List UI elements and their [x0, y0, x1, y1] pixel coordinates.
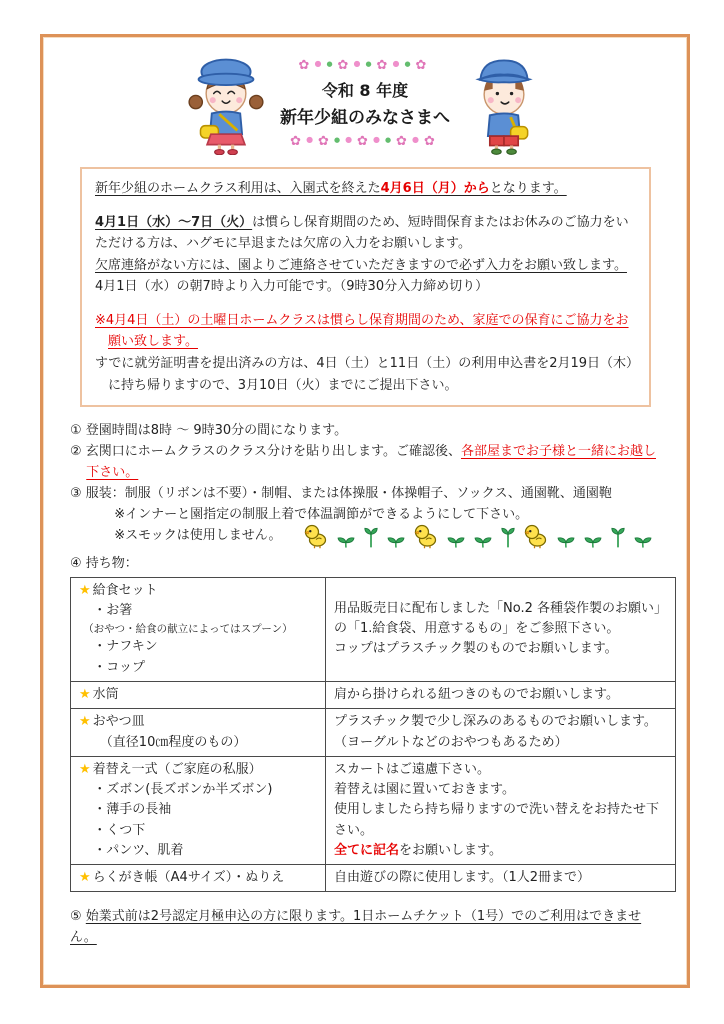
note-2-class-posting — [70, 441, 657, 483]
description-line: 自由遊びの際に使用します。（1人2冊まで） — [334, 870, 591, 886]
flower-icon: ✿ — [423, 134, 440, 149]
sub-item: ・ズボン(長ズボンか半ズボン) — [93, 782, 273, 798]
dot-icon: ● — [314, 59, 327, 68]
sub-item-note: （おやつ・給食の献立によってはスプーン） — [83, 623, 293, 636]
sub-item: ・パンツ、肌着 — [93, 842, 184, 858]
name-everything-rest: をお願いします。 — [399, 842, 502, 858]
table-row-snack-plate — [71, 709, 676, 757]
chick-icon — [413, 523, 439, 549]
description-line: 着替えは園に置いておきます。 — [334, 782, 515, 798]
cell-change-of-clothes-description — [326, 756, 676, 864]
cell-snack-plate — [71, 709, 326, 757]
dot-icon: ● — [306, 135, 319, 144]
dot-icon: ● — [353, 59, 366, 68]
description-line: （ヨーグルトなどのおやつもあるため） — [334, 734, 568, 750]
item-title: おやつ皿 — [92, 714, 145, 730]
sub-item-note: （直径10㎝程度のもの） — [99, 734, 247, 750]
sub-item: ・ナフキン — [93, 639, 158, 655]
dot-icon: ● — [411, 135, 424, 144]
note-4-belongings-heading: ④ 持ち物： — [70, 556, 138, 572]
notice-line-start-date — [95, 178, 636, 200]
notice-start-post: となります。 — [489, 181, 567, 196]
notice-line-absence-contact: 欠席連絡がない方には、園よりご連絡させていただきますので必ず入力をお願い致します。 — [95, 257, 627, 273]
boy-student-illustration — [460, 51, 548, 155]
item-title: らくがき帳（A4サイズ）・ぬりえ — [92, 870, 285, 886]
dot-icon: ● — [365, 60, 377, 68]
note-3-sub-inner: ※インナーと園指定の制服上着で体温調節ができるようにして下さい。 — [114, 507, 529, 523]
sprout-icon — [556, 532, 576, 549]
flower-icon: ✿ — [290, 134, 307, 149]
belongings-heading-wrap — [70, 553, 657, 574]
belongings-table — [70, 577, 676, 893]
flower-icon: ✿ — [415, 58, 432, 73]
name-everything-red: 全てに記名 — [334, 842, 400, 858]
star-icon: ★ — [79, 582, 91, 598]
item-title: 水筒 — [92, 686, 119, 702]
sprout-icon — [500, 525, 516, 549]
sprout-icon — [363, 525, 379, 549]
dot-icon: ● — [392, 59, 405, 68]
dot-icon: ● — [384, 136, 397, 144]
sub-item: ・薄手の長袖 — [93, 802, 172, 818]
chick-icon — [303, 523, 329, 549]
table-row-lunch-set — [71, 577, 676, 681]
note-1-arrival-time: ① 登園時間は8時 ～ 9時30分の間になります。 — [70, 423, 348, 439]
page-border-frame — [40, 34, 690, 988]
cell-water-bottle — [71, 681, 326, 708]
sprout-icon — [473, 532, 493, 549]
sprout-icon — [610, 525, 626, 549]
flower-icon: ✿ — [396, 134, 412, 149]
description-line: 使用しましたら持ち帰りますので洗い替えをお持たせ下さい。 — [334, 802, 660, 838]
cell-water-bottle-description — [326, 681, 676, 708]
dot-icon: ● — [372, 135, 385, 144]
header — [43, 37, 687, 155]
title-year: 令和 8 年度 — [321, 81, 409, 100]
notice-start-date-red: 4月6日（月）から — [380, 181, 490, 196]
note-3-sub-smock: ※スモックは使用しません。 — [114, 528, 282, 544]
dot-icon: ● — [345, 135, 358, 144]
flower-icon: ✿ — [337, 58, 354, 73]
dot-icon: ● — [326, 60, 338, 68]
chick-icon — [523, 523, 549, 549]
cell-lunch-set-description — [326, 577, 676, 681]
notice-period-rest: は慣らし保育期間のため、短時間保育またはお休みのご協力をいただける方は、ハグモに早退または欠席の入力をお願いします。 — [95, 214, 629, 252]
cell-sketchbook-description — [326, 865, 676, 892]
note-5-ticket-restriction — [70, 907, 660, 949]
note-5-number: ⑤ — [70, 909, 82, 925]
star-icon: ★ — [79, 686, 91, 702]
notice-period-dates: 4月1日（水）～7日（火） — [95, 214, 253, 230]
dot-icon: ● — [333, 136, 346, 144]
flower-icon: ✿ — [318, 134, 334, 149]
flower-icon: ✿ — [376, 58, 393, 73]
notice-box — [80, 167, 651, 407]
sprout-icon — [583, 532, 603, 549]
description-line: 用品販売日に配布しました「No.2 各種袋作製のお願い」の「1.給食袋、用意するもの」をご参照下さい。 — [334, 600, 667, 637]
note-3-clothing: ③ 服装：制服（リボンは不要）・制帽、または体操服・体操帽子、ソックス、通園靴、通園鞄 — [70, 486, 612, 502]
note-2-pre: ② 玄関口にホームクラスのクラス分けを貼り出します。ご確認後、 — [70, 444, 461, 460]
table-row-sketchbook — [71, 865, 676, 892]
cell-change-of-clothes-items — [71, 756, 326, 864]
notice-line-certificate: すでに就労証明書を提出済みの方は、4日（土）と11日（土）の利用申込書を2月19日（木）に持ち帰りますので、3月10日（火）までにご提出下さい。 — [95, 356, 633, 393]
sub-item: ・くつ下 — [93, 822, 146, 838]
sub-item: ・お箸 — [93, 602, 133, 618]
girl-student-illustration — [182, 51, 270, 155]
sprout-icon — [633, 532, 653, 549]
note-5-text: 始業式前は2号認定月極申込の方に限ります。1日ホームチケット（1号）でのご利用はできません。 — [70, 909, 642, 946]
flower-decoration-top — [280, 55, 450, 75]
sprout-icon — [446, 532, 466, 549]
flower-decoration-bottom — [280, 131, 450, 151]
cell-snack-plate-description — [326, 709, 676, 757]
sprout-icon — [386, 532, 406, 549]
dot-icon: ● — [404, 60, 416, 68]
description-line: 肩から掛けられる紐つきのものでお願いします。 — [334, 686, 619, 702]
star-icon: ★ — [79, 870, 91, 886]
description-line-name-everything — [334, 841, 667, 861]
table-row-change-of-clothes — [71, 756, 676, 864]
title-audience: 新年少組のみなさまへ — [280, 108, 450, 128]
flower-icon: ✿ — [357, 134, 373, 149]
cell-lunch-set-items — [71, 577, 326, 681]
notice-line-saturday-red: ※4月4日（土）の土曜日ホームクラスは慣らし保育期間のため、家庭での保育にご協力をお願い致します。 — [95, 312, 629, 350]
notice-line-adjustment-period — [95, 212, 636, 255]
flower-icon: ✿ — [298, 58, 315, 73]
item-title: 給食セット — [92, 582, 158, 598]
notice-start-pre: 新年少組のホームクラス利用は、入園式を終えた — [95, 181, 381, 196]
star-icon: ★ — [79, 714, 91, 730]
note-2-red: 各部屋までお子様と一緒にお越し下さい。 — [86, 444, 656, 481]
sprout-icon — [336, 532, 356, 549]
table-row-water-bottle — [71, 681, 676, 708]
star-icon: ★ — [79, 761, 91, 777]
notice-line-input-open: 4月1日（水）の朝7時より入力可能です。（9時30分入力締め切り） — [95, 279, 489, 295]
sub-item: ・コップ — [93, 659, 146, 675]
description-line: プラスチック製で少し深みのあるものでお願いします。 — [334, 714, 657, 730]
cell-sketchbook — [71, 865, 326, 892]
description-line: スカートはご遠慮下さい。 — [334, 761, 491, 777]
description-line: コップはプラスチック製のものでお願いします。 — [334, 641, 618, 657]
item-title: 着替え一式（ご家庭の私服） — [92, 761, 262, 777]
